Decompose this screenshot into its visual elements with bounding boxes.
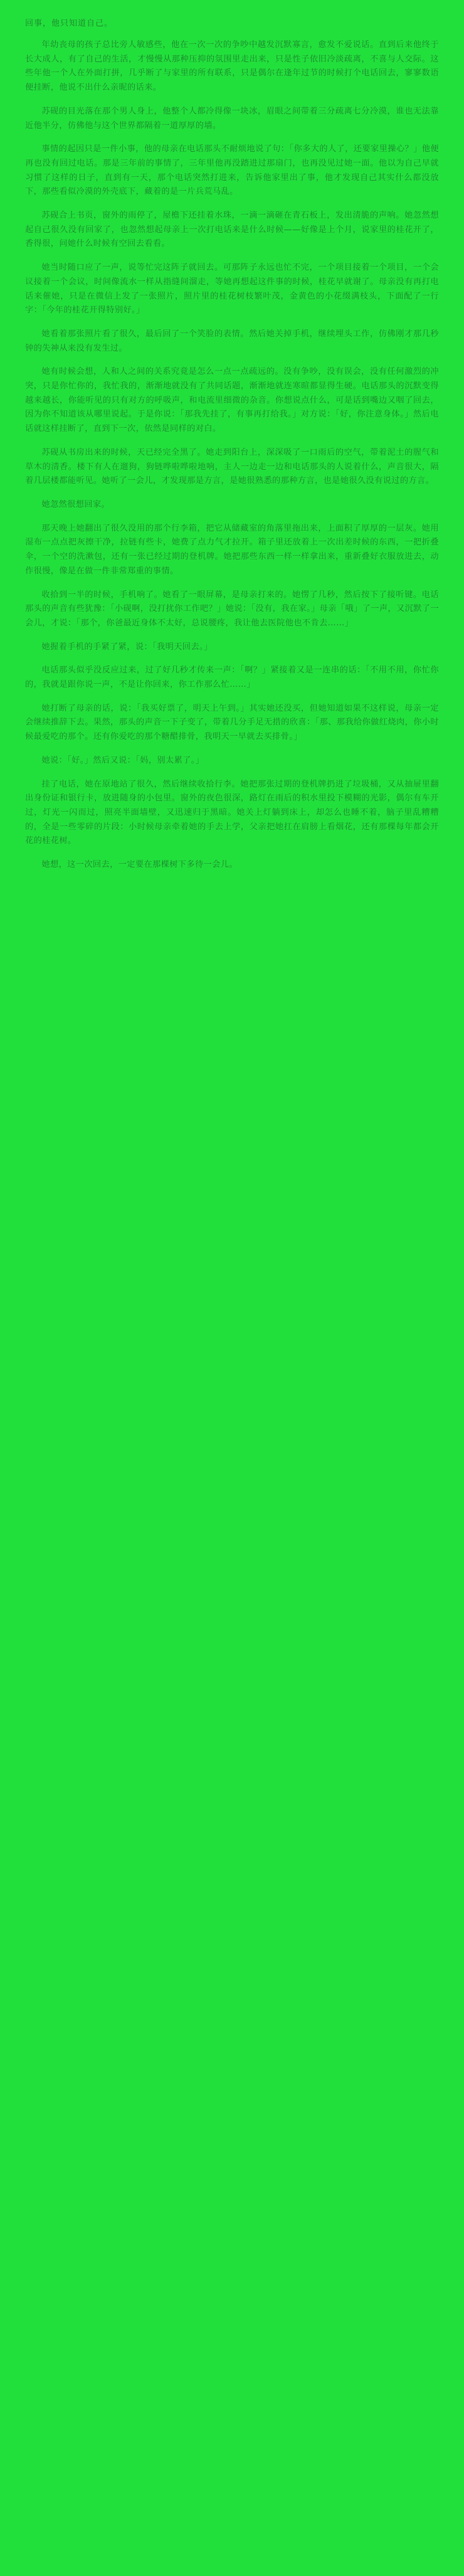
document-paragraph: 苏砚的目光落在那个男人身上，他整个人都冷得像一块冰，眉眼之间带着三分疏离七分冷漠，谁也无法靠近他半分，仿佛他与这个世界都隔着一道厚厚的墙。 xyxy=(25,106,439,130)
document-paragraph: 那天晚上她翻出了很久没用的那个行李箱，把它从储藏室的角落里拖出来，上面积了厚厚的一层灰。她用湿布一点点把灰擦干净，拉链有些卡，她费了点力气才拉开。箱子里还放着上一次出差时候的东西，一把折叠伞，一个空的洗漱包，还有一张已经过期的登机牌。她把那些东西一样一样拿出来，重新叠好衣服放进去，动作很慢，像是在做一件非常郑重的事情。 xyxy=(25,523,439,576)
document-paragraph: 苏砚从书房出来的时候，天已经完全黑了。她走到阳台上，深深吸了一口雨后的空气，带着泥土的腥气和草木的清香。楼下有人在遛狗，狗链哗啦哗啦地响，主人一边走一边和电话那头的人说着什么，声音很大，隔着几层楼都能听见。她听了一会儿，才发现那是方言，是她很熟悉的那种方言，也是她很久没有说过的方言。 xyxy=(25,447,439,486)
document-paragraph: 挂了电话，她在原地站了很久，然后继续收拾行李。她把那张过期的登机牌扔进了垃圾桶，又从抽屉里翻出身份证和银行卡，放进随身的小包里。窗外的夜色很深，路灯在雨后的积水里投下模糊的光影，偶尔有车开过，灯光一闪而过，照亮半面墙壁，又迅速归于黑暗。她关上灯躺到床上，却怎么也睡不着，脑子里乱糟糟的，全是一些零碎的片段：小时候母亲牵着她的手去上学，父亲把她扛在肩膀上看烟花，还有那棵每年都会开花的桂花树。 xyxy=(25,779,439,846)
document-header: 回事，他只知道自己。 xyxy=(25,19,113,28)
document-paragraph: 她想，这一次回去，一定要在那棵树下多待一会儿。 xyxy=(41,860,238,870)
document-paragraph: 她打断了母亲的话，说：「我买好票了，明天上午到。」其实她还没买，但她知道如果不这样说，母亲一定会继续推辞下去。果然，那头的声音一下子变了，带着几分手足无措的欣喜：「那、那我给你做红烧肉，你小时候最爱吃的那个。还有你爱吃的那个糖醋排骨，我明天一早就去买排骨。」 xyxy=(25,703,439,742)
document-paragraph: 电话那头似乎没反应过来，过了好几秒才传来一声：「啊？」紧接着又是一连串的话：「不用不用，你忙你的，我就是跟你说一声，不是让你回来，你工作那么忙……」 xyxy=(25,665,439,690)
document-paragraph: 收拾到一半的时候，手机响了。她看了一眼屏幕，是母亲打来的。她愣了几秒，然后按下了接听键。电话那头的声音有些犹豫：「小砚啊，没打扰你工作吧？」她说：「没有，我在家。」母亲「哦」了一声，又沉默了一会儿，才说：「那个，你爸最近身体不太好，总说腰疼，我让他去医院他也不肯去……」 xyxy=(25,590,439,628)
document-paragraph: 她忽然很想回家。 xyxy=(41,499,110,509)
document-paragraph: 事情的起因只是一件小事，他的母亲在电话那头不耐烦地说了句：「你多大的人了，还要家里操心？」他便再也没有回过电话。那是三年前的事情了，三年里他再没踏进过那扇门，也再没见过她一面。他以为自己早就习惯了这样的日子，直到有一天，那个电话突然打进来，告诉他家里出了事，他才发现自己其实什么都没放下，那些看似冷漠的外壳底下，藏着的是一片兵荒马乱。 xyxy=(25,144,439,197)
document-paragraph: 她有时候会想，人和人之间的关系究竟是怎么一点一点疏远的。没有争吵，没有误会，没有任何激烈的冲突，只是你忙你的，我忙我的，渐渐地就没有了共同话题，渐渐地就连寒暄都显得生硬。电话那头的沉默变得越来越长，你能听见的只有对方的呼吸声，和电流里细微的杂音。你想说点什么，可是话到嘴边又咽了回去，因为你不知道该从哪里说起。于是你说：「那我先挂了，有事再打给我。」对方说：「好，你注意身体。」然后电话就这样挂断了，直到下一次，依然是同样的对白。 xyxy=(25,367,439,434)
document-paragraph: 年幼丧母的孩子总比旁人敏感些，他在一次一次的争吵中越发沉默寡言，愈发不爱说话。直到后来他终于长大成人，有了自己的生活，才慢慢从那种压抑的氛围里走出来，只是性子依旧冷淡疏离，不喜与人交际。这些年他一个人在外面打拼，几乎断了与家里的所有联系，只是偶尔在逢年过节的时候打个电话回去，寥寥数语便挂断，他说不出什么亲昵的话来。 xyxy=(25,40,439,93)
document-paragraph: 她说：「好。」然后又说：「妈，别太累了。」 xyxy=(41,755,204,765)
document-paragraph: 她看着那张照片看了很久，最后回了一个笑脸的表情。然后她关掉手机，继续埋头工作，仿佛刚才那几秒钟的失神从来没有发生过。 xyxy=(25,329,439,353)
document-paragraph: 她握着手机的手紧了紧，说：「我明天回去。」 xyxy=(41,642,213,652)
paragraph-container xyxy=(25,38,439,872)
document-paragraph: 她当时随口应了一声，说等忙完这阵子就回去。可那阵子永远也忙不完，一个项目接着一个项目，一个会议接着一个会议，时间像流水一样从指缝间溜走，等她再想起这件事的时候，桂花早就谢了。母亲没有再打电话来催她，只是在微信上发了一张照片，照片里的桂花树枝繁叶茂，金黄色的小花缀满枝头，下面配了一行字：「今年的桂花开得特别好。」 xyxy=(25,263,439,315)
document-paragraph: 苏砚合上书页，窗外的雨停了，屋檐下还挂着水珠，一滴一滴砸在青石板上，发出清脆的声响。她忽然想起自己很久没有回家了，也忽然想起母亲上一次打电话来是什么时候——好像是上个月，说家里的桂花开了，香得很，问她什么时候有空回去看看。 xyxy=(25,211,439,249)
